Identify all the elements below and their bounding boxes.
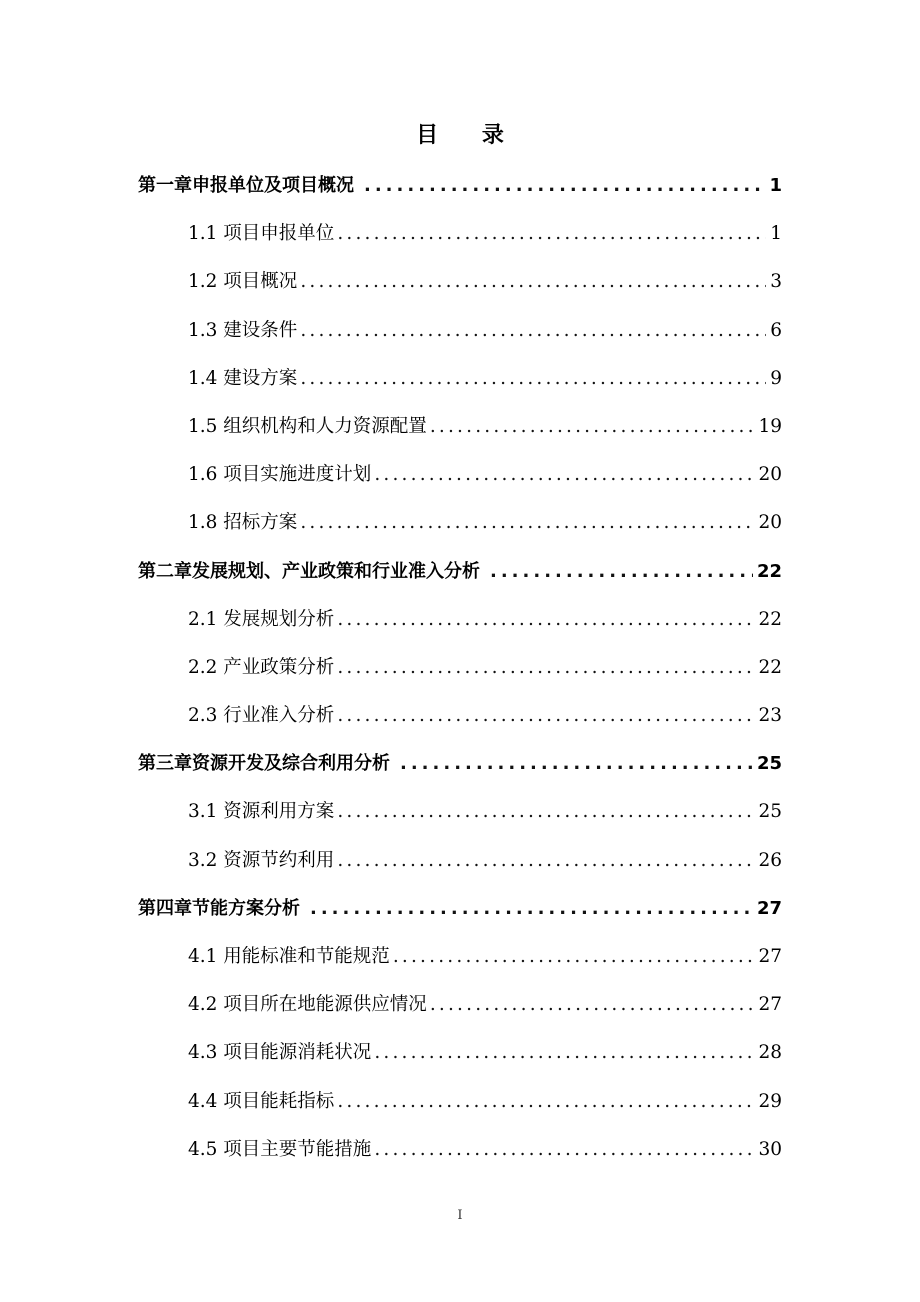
toc-section-entry[interactable] [138, 788, 782, 836]
toc-entry-label: 3.2 资源节约利用 [188, 849, 335, 871]
toc-entry-label: 节能方案分析 [192, 897, 300, 919]
dot-leader [310, 885, 753, 933]
toc-entry-label: 1.8 招标方案 [188, 512, 298, 534]
dot-leader [300, 499, 754, 547]
toc-chapter-entry[interactable] [138, 548, 782, 596]
toc-section-entry[interactable] [138, 1078, 782, 1126]
toc-page-number: 27 [758, 946, 782, 967]
toc-entry-label: 4.5 项目主要节能措施 [188, 1138, 372, 1160]
dot-leader [374, 1126, 754, 1174]
dot-leader [430, 403, 755, 451]
dot-leader [374, 1029, 754, 1077]
toc-entry-label: 2.3 行业准入分析 [188, 705, 335, 727]
chapter-number: 第二章 [138, 560, 192, 582]
dot-leader [364, 162, 765, 210]
toc-chapter-entry[interactable] [138, 162, 782, 210]
toc-page-number: 23 [758, 705, 782, 727]
toc-section-entry[interactable] [138, 644, 782, 692]
dot-leader [337, 837, 754, 885]
toc-page-number: 28 [758, 1042, 782, 1064]
toc-entry-label: 4.2 项目所在地能源供应情况 [188, 994, 427, 1016]
toc-page-number: 9 [770, 367, 782, 389]
toc-page-number: 30 [758, 1138, 782, 1160]
toc-entry-label: 4.3 项目能源消耗状况 [188, 1042, 372, 1064]
dot-leader [337, 210, 766, 258]
dot-leader [337, 596, 754, 644]
toc-entry-label: 1.1 项目申报单位 [188, 223, 335, 245]
dot-leader [337, 692, 754, 740]
chapter-number: 第三章 [138, 753, 192, 775]
toc-page-number: 1 [770, 223, 782, 245]
chapter-number: 第四章 [138, 897, 192, 919]
toc-section-entry[interactable] [138, 403, 782, 451]
toc-section-entry[interactable] [138, 692, 782, 740]
toc-section-entry[interactable] [138, 355, 782, 403]
toc-entry-label: 4.4 项目能耗指标 [188, 1090, 335, 1112]
toc-page-number: 22 [758, 608, 782, 630]
toc-section-entry[interactable] [138, 258, 782, 306]
chapter-number: 第一章 [138, 175, 192, 196]
toc-section-entry[interactable] [138, 933, 782, 981]
toc-page-number: 29 [758, 1090, 782, 1112]
toc-section-entry[interactable] [138, 210, 782, 258]
toc-page-number: 1 [769, 175, 782, 196]
toc-chapter-entry[interactable] [138, 740, 782, 788]
toc-entry-label: 1.6 项目实施进度计划 [188, 464, 372, 486]
toc-page-number: 20 [758, 512, 782, 534]
toc-entry-label: 2.1 发展规划分析 [188, 608, 335, 630]
toc-entry-label: 3.1 资源利用方案 [188, 801, 335, 823]
toc-entry-label: 资源开发及综合利用分析 [192, 753, 390, 775]
toc-entry-label: 2.2 产业政策分析 [188, 656, 335, 678]
toc-section-entry[interactable] [138, 837, 782, 885]
toc-entry-label: 发展规划、产业政策和行业准入分析 [192, 560, 480, 582]
toc-section-entry[interactable] [138, 1029, 782, 1077]
dot-leader [300, 258, 766, 306]
toc-entry-label: 1.4 建设方案 [188, 367, 298, 389]
page-number-footer: I [457, 1208, 463, 1223]
page-title: 目 录 [416, 122, 522, 148]
toc-section-entry[interactable] [138, 307, 782, 355]
toc-section-entry[interactable] [138, 451, 782, 499]
toc-chapter-entry[interactable] [138, 885, 782, 933]
dot-leader [430, 981, 755, 1029]
toc-entry-label: 1.2 项目概况 [188, 271, 298, 293]
toc-page-number: 3 [770, 271, 782, 293]
toc-section-entry[interactable] [138, 596, 782, 644]
toc-page-number: 22 [756, 560, 782, 582]
toc-section-entry[interactable] [138, 981, 782, 1029]
toc-page-number: 19 [758, 415, 782, 437]
toc-section-entry[interactable] [138, 1126, 782, 1174]
toc-page-number: 27 [758, 994, 782, 1016]
toc-entry-label: 申报单位及项目概况 [192, 175, 354, 196]
toc-section-entry[interactable] [138, 499, 782, 547]
dot-leader [490, 548, 753, 596]
toc-page-number: 20 [758, 464, 782, 486]
toc-entry-label: 4.1 用能标准和节能规范 [188, 946, 390, 967]
table-of-contents [138, 162, 782, 1174]
toc-entry-label: 1.3 建设条件 [188, 319, 298, 341]
dot-leader [300, 355, 766, 403]
toc-page-number: 26 [758, 849, 782, 871]
toc-entry-label: 1.5 组织机构和人力资源配置 [188, 415, 427, 437]
dot-leader [400, 740, 753, 788]
toc-page-number: 25 [758, 801, 782, 823]
dot-leader [393, 933, 755, 981]
dot-leader [300, 307, 766, 355]
toc-page-number: 27 [756, 897, 782, 919]
dot-leader [337, 788, 754, 836]
toc-page-number: 22 [758, 656, 782, 678]
dot-leader [337, 1078, 754, 1126]
dot-leader [374, 451, 754, 499]
toc-page-number: 6 [770, 319, 782, 341]
toc-page-number: 25 [756, 753, 782, 775]
dot-leader [337, 644, 754, 692]
